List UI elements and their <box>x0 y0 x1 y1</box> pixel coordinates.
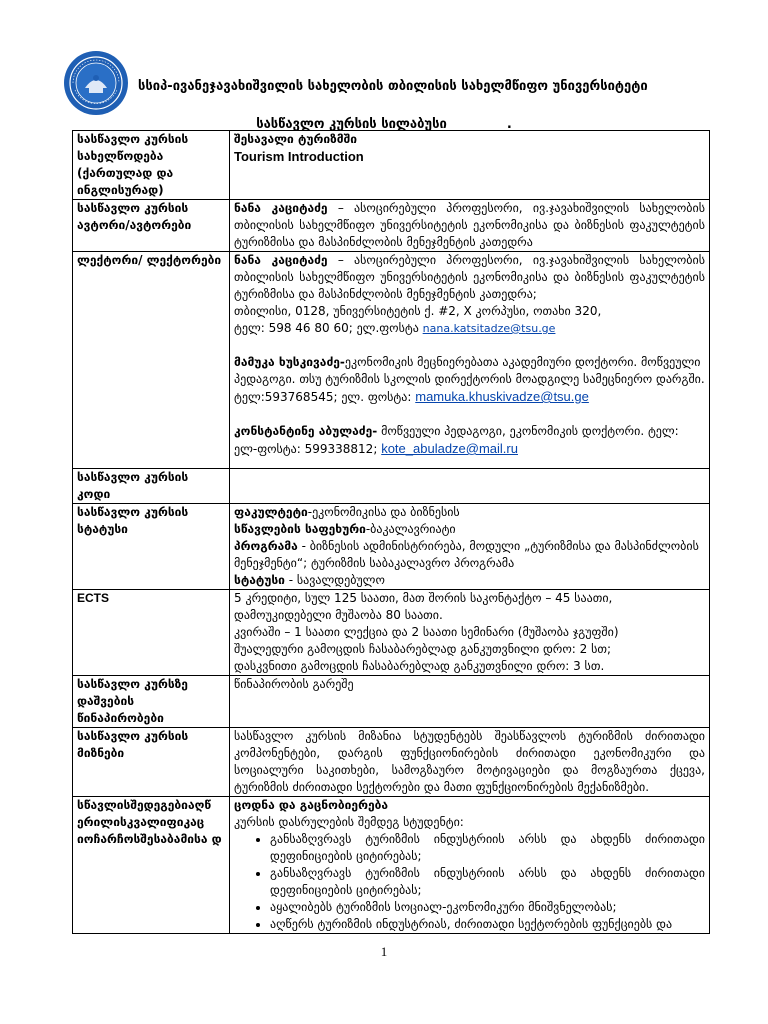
list-item: • განსაზღვრავს ტურიზმის ინდუსტრიის არსს და ახდენს ძირითადი დეფინიციების ციტირებას; <box>270 865 705 899</box>
lecturer1-name: ნანა კაციტაძე <box>234 253 328 267</box>
label-goals: სასწავლო კურსის მიზნები <box>73 728 230 797</box>
lecturer2-phone: ტელ:593768545; ელ. ფოსტა: <box>234 390 412 404</box>
label-learning-outcomes: სწავლისშედეგებიაღწ ერილისკვალიფიკაც იოჩარჩოსშესაბამისა დ <box>73 797 230 934</box>
faculty-label: ფაკულტეტი <box>234 505 308 519</box>
program-value: - ბიზნესის ადმინისტრირება, მოდული „ტურიზმისა და მასპინძლობის მენეჯმენტი“; ტურიზმის საბაკალავრო პროგრამა <box>234 539 699 570</box>
lecturer3-email-link[interactable]: kote_abuladze@mail.ru <box>381 441 518 456</box>
lecturer1-phone: ტელ: 598 46 80 60; ელ.ფოსტა <box>234 321 419 335</box>
label-author: სასწავლო კურსის ავტორი/ავტორები <box>73 200 230 252</box>
level-label: სწავლების საფეხური <box>234 522 366 536</box>
value-learning-outcomes <box>230 797 710 934</box>
row-learning-outcomes <box>73 797 710 934</box>
value-status <box>230 504 710 590</box>
row-status <box>73 504 710 590</box>
page-number: 1 <box>380 944 388 959</box>
value-author <box>230 200 710 252</box>
lecturer3-name: კონსტანტინე აბულაძე- <box>234 424 378 438</box>
outcomes-list <box>234 831 705 933</box>
label-ects <box>73 590 230 676</box>
lecturer3-text: მოწვეული პედაგოგი, ეკონომიკის დოქტორი. ტელ: <box>377 424 679 438</box>
row-prerequisites <box>73 676 710 728</box>
university-logo-icon <box>63 50 129 116</box>
ects-line3: შუალედური გამოცდის ჩასაბარებლად განკუთვნილი დრო: 2 სთ; <box>234 642 612 656</box>
syllabus-title-text: სასწავლო კურსის სილაბუსი <box>256 117 447 132</box>
value-lecturers <box>230 252 710 469</box>
row-goals <box>73 728 710 797</box>
value-ects <box>230 590 710 676</box>
syllabus-table <box>72 130 710 934</box>
label-lecturers: ლექტორი/ ლექტორები <box>73 252 230 469</box>
label-status: სასწავლო კურსის სტატუსი <box>73 504 230 590</box>
outcomes-intro: კურსის დასრულების შემდეგ სტუდენტი: <box>234 815 464 829</box>
author-name: ნანა კაციტაძე <box>234 201 328 215</box>
program-label: პროგრამა <box>234 539 298 553</box>
ects-line4: დასკვნითი გამოცდის ჩასაბარებლად განკუთვნილი დრო: 3 სთ. <box>234 659 605 673</box>
lecturer2-email-link[interactable]: mamuka.khuskivadze@tsu.ge <box>415 389 589 404</box>
ects-label-text: ECTS <box>77 591 110 605</box>
value-prerequisites: წინაპირობის გარეშე <box>230 676 710 728</box>
lecturer3-phone: ელ-ფოსტა: 599338812; <box>234 442 378 456</box>
faculty-value: -ეკონომიკისა და ბიზნესის <box>307 505 460 519</box>
ects-line2: კვირაში – 1 საათი ლექცია და 2 საათი სემინარი (მუშაობა ჯგუფში) <box>234 625 619 639</box>
author-text: – ასოცირებული პროფესორი, ივ.ჯავახიშვილის სახელობის თბილისის სახელმწიფო უნივერსიტეტის ეკონომიკისა და ბიზნესის ფაკულტეტის ტურიზმისა და მასპინძლობის მენეჯმენტის კათედრა <box>234 201 705 249</box>
status-label: სტატუსი <box>234 573 285 587</box>
lecturer2-name: მამუკა ხუსკივაძე- <box>234 355 345 369</box>
course-name-ka: შესავალი ტურიზმში <box>234 132 357 146</box>
syllabus-title-dot: . <box>506 117 512 132</box>
lecturer1-email-link[interactable]: nana.katsitadze@tsu.ge <box>422 322 556 335</box>
status-value: - სავალდებულო <box>284 573 385 587</box>
list-item: • აღწერს ტურიზმის ინდუსტრიას, ძირითადი სექტორების ფუნქციებს და <box>270 916 705 933</box>
ects-line1: 5 კრედიტი, სულ 125 საათი, მათ შორის საკონტაქტო – 45 საათი, დამოუკიდებელი მუშაობა 80 საათი. <box>234 591 613 622</box>
value-course-name <box>230 131 710 200</box>
university-title: სსიპ-ივანეჯავახიშვილის სახელობის თბილისის სახელმწიფო უნივერსიტეტი <box>138 79 648 94</box>
lecturer1-text: – ასოცირებული პროფესორი, ივ.ჯავახიშვილის სახელობის თბილისის სახელმწიფო უნივერსიტეტის ეკონომიკისა და ბიზნესის ფაკულტეტის ტურიზმისა და მასპინძლობის მენეჯმენტის კათედრა; <box>234 253 705 301</box>
value-course-code <box>230 469 710 504</box>
row-course-code <box>73 469 710 504</box>
row-ects <box>73 590 710 676</box>
lecturer2-text: ეკონომიკის მეცნიერებათა აკადემიური დოქტორი. მოწვეული პედაგოგი. თსუ ტურიზმის სკოლის დირექტორის მოადგილე სამეცნიერო დარგში. <box>234 355 705 386</box>
value-goals: სასწავლო კურსის მიზანია სტუდენტებს შეასწავლოს ტურიზმის ძირითადი კომპონენტები, დარგის ფუნქციონირების ძირითადი ეკონომიკური და სოციალური საკითხები, სამოგზაურო მოტივაციები და მოგზაურთა ქცევა, ტურიზმის ძირითადი სექტორები და მათი ფუნქციონირების მექანიზმები. <box>230 728 710 797</box>
course-name-en: Tourism Introduction <box>234 149 364 164</box>
label-course-code: სასწავლო კურსის კოდი <box>73 469 230 504</box>
lecturer1-address: თბილისი, 0128, უნივერსიტეტის ქ. #2, X კორპუსი, ოთახი 320, <box>234 304 602 318</box>
row-author <box>73 200 710 252</box>
list-item: • განსაზღვრავს ტურიზმის ინდუსტრიის არსს და ახდენს ძირითადი დეფინიციების ციტირებას; <box>270 831 705 865</box>
row-course-name <box>73 131 710 200</box>
level-value: -ბაკალავრიატი <box>365 522 456 536</box>
list-item: • აყალიბებს ტურიზმის სოციალ-ეკონომიკური მნიშვნელობას; <box>270 899 705 916</box>
outcomes-heading: ცოდნა და გაცნობიერება <box>234 798 389 812</box>
label-course-name: სასწავლო კურსის სახელწოდება (ქართულად და ინგლისურად) <box>73 131 230 200</box>
row-lecturers <box>73 252 710 469</box>
label-prerequisites: სასწავლო კურსზე დაშვების წინაპირობები <box>73 676 230 728</box>
